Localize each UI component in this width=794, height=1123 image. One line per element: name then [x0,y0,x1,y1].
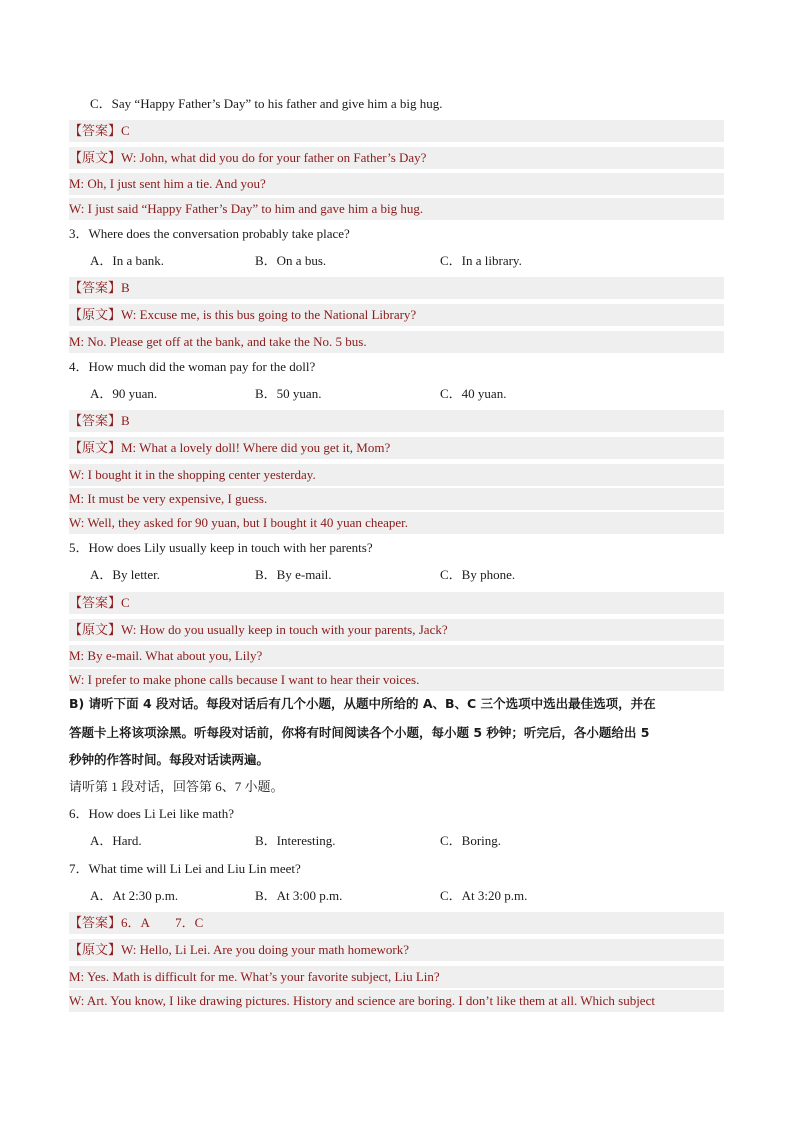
question-7: 7．What time will Li Lei and Liu Lin meet? [69,861,301,876]
transcript-5-line-2: M: By e-mail. What about you, Lily? [69,645,724,667]
option-4b: B．50 yuan. [255,386,322,401]
transcript-6-7-line-2: M: Yes. Math is difficult for me. What’s your favorite subject, Liu Lin? [69,966,724,988]
transcript-2-line-1: 【原文】W: John, what did you do for your father on Father’s Day? [69,147,724,169]
option-6c: C．Boring. [440,833,502,848]
option-3c: C．In a library. [440,253,522,268]
answer-6-7: 【答案】6．A 7．C [69,912,724,934]
option-6b: B．Interesting. [255,833,336,848]
option-7c: C．At 3:20 p.m. [440,888,528,903]
dialog-1-intro: 请听第 1 段对话，回答第 6、7 小题。 [69,779,284,794]
question-4: 4．How much did the woman pay for the doll? [69,359,316,374]
option-5a: A．By letter. [90,567,161,582]
answer-4: 【答案】B [69,410,724,432]
part-b-instructions-2: 答题卡上将该项涂黑。听每段对话前，你将有时间阅读各个小题，每小题 5 秒钟；听完后，各小题给出 5 [69,725,650,740]
answer-2: 【答案】C [69,120,724,142]
transcript-4-line-2: W: I bought it in the shopping center yesterday. [69,464,724,486]
transcript-2-line-2: M: Oh, I just sent him a tie. And you? [69,173,724,195]
part-b-instructions-3: 秒钟的作答时间。每段对话读两遍。 [69,752,270,767]
option-6a: A．Hard. [90,833,142,848]
option-4c: C．40 yuan. [440,386,507,401]
transcript-6-7-line-1: 【原文】W: Hello, Li Lei. Are you doing your math homework? [69,939,724,961]
transcript-4-line-4: W: Well, they asked for 90 yuan, but I bought it 40 yuan cheaper. [69,512,724,534]
transcript-5-line-3: W: I prefer to make phone calls because I want to hear their voices. [69,669,724,691]
answer-5: 【答案】C [69,592,724,614]
option-3b: B．On a bus. [255,253,327,268]
part-b-instructions-1: B) 请听下面 4 段对话。每段对话后有几个小题，从题中所给的 A、B、C 三个选项中选出最佳选项，并在 [69,696,656,711]
transcript-3-line-1: 【原文】W: Excuse me, is this bus going to the National Library? [69,304,724,326]
option-2c: C．Say “Happy Father’s Day” to his father and give him a big hug. [90,96,443,111]
option-3a: A．In a bank. [90,253,165,268]
transcript-4-line-3: M: It must be very expensive, I guess. [69,488,724,510]
transcript-2-line-3: W: I just said “Happy Father’s Day” to him and gave him a big hug. [69,198,724,220]
option-7b: B．At 3:00 p.m. [255,888,343,903]
transcript-6-7-line-3: W: Art. You know, I like drawing pictures. History and science are boring. I don’t like them at all. Which subject [69,990,724,1012]
option-5c: C．By phone. [440,567,516,582]
option-4a: A．90 yuan. [90,386,158,401]
answer-3: 【答案】B [69,277,724,299]
transcript-4-line-1: 【原文】M: What a lovely doll! Where did you get it, Mom? [69,437,724,459]
option-5b: B．By e-mail. [255,567,332,582]
option-7a: A．At 2:30 p.m. [90,888,179,903]
question-6: 6．How does Li Lei like math? [69,806,234,821]
question-5: 5．How does Lily usually keep in touch with her parents? [69,540,373,555]
question-3: 3．Where does the conversation probably take place? [69,226,350,241]
transcript-3-line-2: M: No. Please get off at the bank, and take the No. 5 bus. [69,331,724,353]
transcript-5-line-1: 【原文】W: How do you usually keep in touch with your parents, Jack? [69,619,724,641]
